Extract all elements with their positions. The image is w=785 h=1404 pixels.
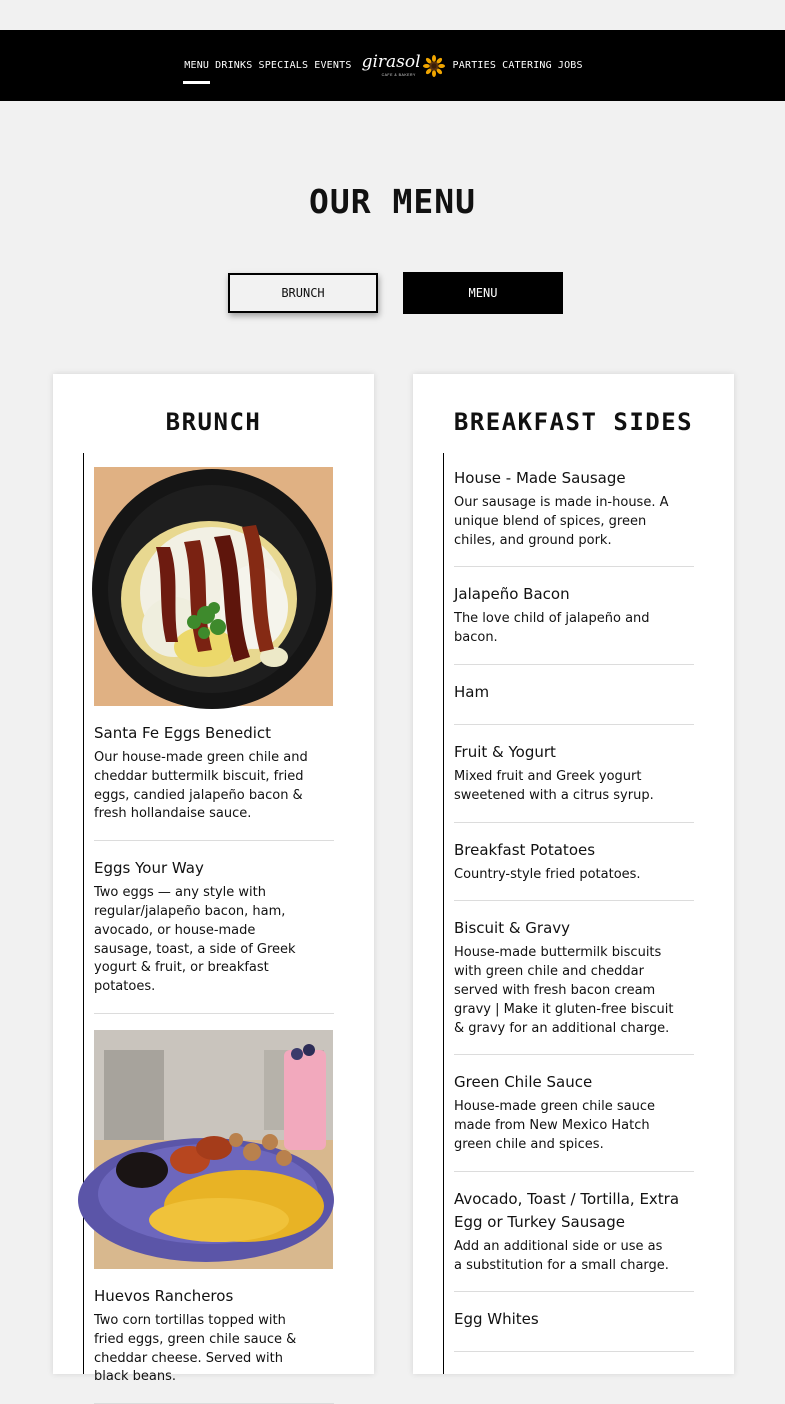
item-description: The love child of jalapeño and bacon. [454,611,650,646]
nav-specials[interactable]: SPECIALS [258,60,309,71]
item-description: Add an additional side or use as a substitution for a small charge. [454,1238,669,1273]
huevos-rancheros-photo [94,1030,333,1269]
item-name: Green Chile Sauce [454,1073,593,1092]
menu-item [454,1308,694,1352]
item-description: Our sausage is made in-house. A unique blend of spices, green chiles, and ground pork. [454,495,669,548]
top-navigation-bar [0,30,785,101]
item-name: Breakfast Potatoes [454,840,596,859]
breakfast-sides-title: BREAKFAST SIDES [453,408,694,436]
nav-menu[interactable]: MENU [184,56,209,75]
item-name: Jalapeño Bacon [454,585,570,604]
item-name: Fruit & Yogurt [454,742,556,761]
item-description: Country-style fried potatoes. [454,866,641,882]
breakfast-sides-list [443,453,734,1374]
nav-events[interactable]: EVENTS [314,60,352,71]
item-name: Santa Fe Eggs Benedict [94,724,272,742]
item-description: Two corn tortillas topped with fried eggs, green chile sauce & cheddar cheese. Served with black beans. [94,1312,297,1385]
menu-item [454,741,694,823]
item-description: House-made green chile sauce made from New Mexico Hatch green chile and spices. [454,1099,655,1152]
item-description: Two eggs — any style with regular/jalapeño bacon, ham, avocado, or house-made sausage, toast, a side of Greek yogurt & fruit, or breakfast potatoes. [94,885,296,995]
logo-wordmark: girasol [361,52,421,72]
eggs-benedict-photo [94,467,333,706]
item-name: Avocado, Toast / Tortilla, Extra Egg or Turkey Sausage [454,1189,680,1231]
main-nav [184,54,583,77]
breakfast-sides-card [413,374,734,1374]
menu-item [454,1071,694,1171]
brunch-card [53,374,374,1385]
item-name: Eggs Your Way [94,859,204,878]
menu-item [454,467,694,567]
nav-parties[interactable]: PARTIES [452,60,497,71]
nav-drinks[interactable]: DRINKS [215,60,253,71]
brunch-list [83,453,374,1385]
logo-subtitle: CAFE & BAKERY [381,72,416,77]
menu-item [454,839,694,902]
menu-item [94,857,334,1014]
item-name: Ham [454,682,490,701]
item-description: Mixed fruit and Greek yogurt sweetened with a citrus syrup. [454,768,654,803]
item-name: House - Made Sausage [454,469,626,487]
nav-jobs[interactable]: JOBS [557,60,583,71]
menu-tab-button[interactable]: MENU [403,272,563,314]
menu-item [94,722,334,841]
nav-catering[interactable]: CATERING [502,60,552,71]
menu-item [454,583,694,665]
brunch-title: BRUNCH [165,408,262,436]
menu-item [454,681,694,725]
brunch-tab-button[interactable]: BRUNCH [228,273,378,313]
girasol-logo[interactable] [362,54,445,77]
item-name: Biscuit & Gravy [454,919,571,938]
menu-item [454,917,694,1055]
item-description: Our house-made green chile and cheddar buttermilk biscuit, fried eggs, candied jalapeño bacon & fresh hollandaise sauce. [94,750,308,822]
menu-item [454,1188,694,1293]
sunflower-icon [423,55,445,77]
item-description: House-made buttermilk biscuits with green chile and cheddar served with fresh bacon cream gravy | Make it gluten-free biscuit & gravy for an additional charge. [454,945,674,1036]
item-name: Huevos Rancheros [94,1286,234,1305]
page-title: OUR MENU [309,182,476,221]
item-name: Egg Whites [454,1310,539,1329]
menu-item [94,1285,334,1404]
